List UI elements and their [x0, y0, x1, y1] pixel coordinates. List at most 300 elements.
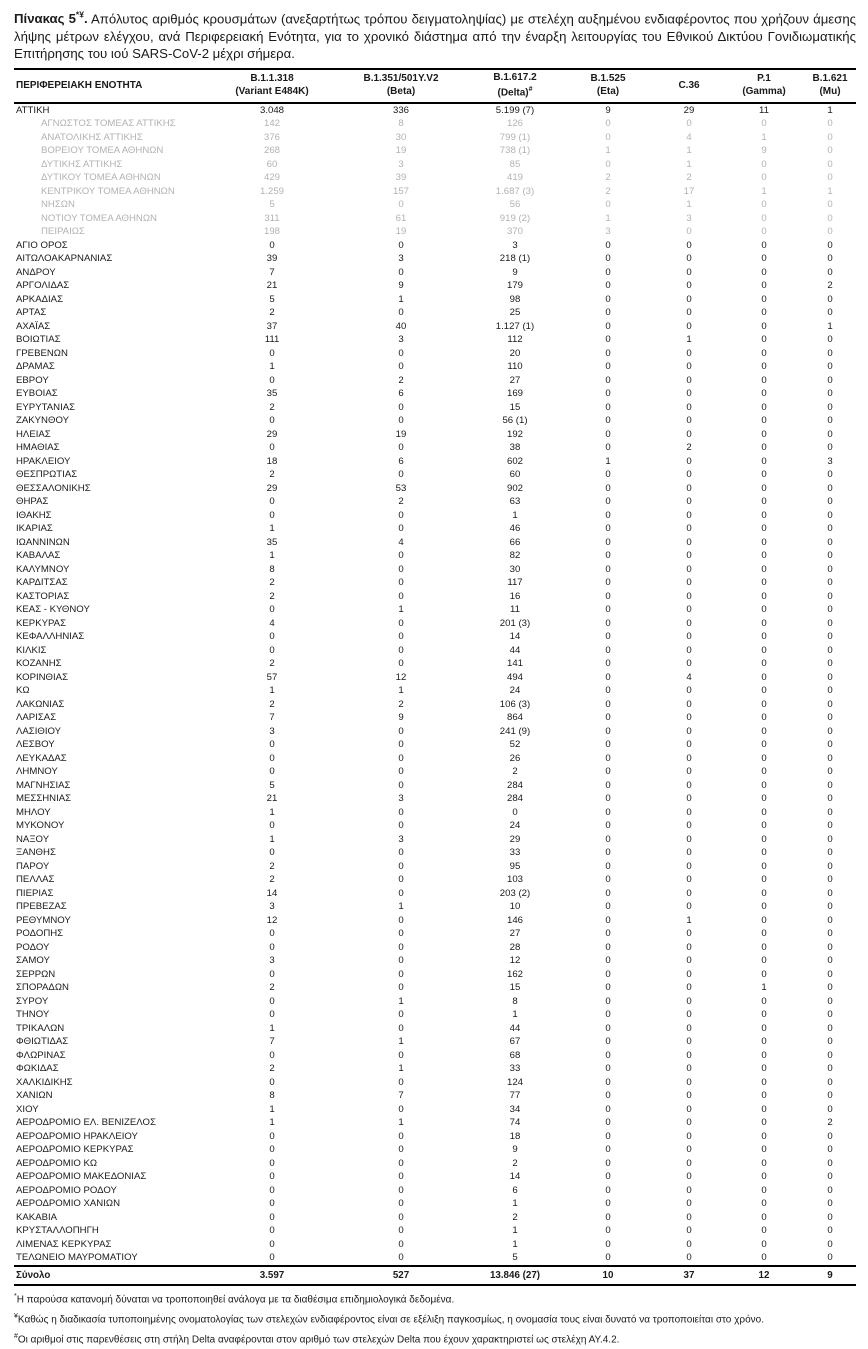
- cell-value: 0: [827, 212, 833, 224]
- cell-value: 0: [827, 428, 833, 440]
- cell-value: 0: [398, 1130, 404, 1142]
- region-name: ΑΕΡΟΔΡΟΜΙΟ ΧΑΝΙΩΝ: [16, 1198, 121, 1210]
- variants-table: [14, 68, 856, 1286]
- table-row: [14, 468, 856, 482]
- cell-value: 5.199 (7): [495, 104, 535, 116]
- cell-value: 11: [759, 104, 769, 116]
- cell-value: 0: [605, 280, 611, 292]
- cell-value: 0: [761, 779, 767, 791]
- cell-value: 0: [686, 388, 692, 400]
- cell-value: 0: [761, 158, 767, 170]
- cell-value: 376: [263, 131, 280, 143]
- cell-value: 0: [686, 550, 692, 562]
- cell-value: 0: [827, 847, 833, 859]
- table-row: [14, 509, 856, 523]
- cell-value: 0: [605, 698, 611, 710]
- cell-value: 0: [605, 793, 611, 805]
- cell-value: 0: [686, 874, 692, 886]
- cell-value: 0: [827, 631, 833, 643]
- cell-value: 0: [269, 1009, 275, 1021]
- table-row: [14, 630, 856, 644]
- cell-value: 0: [605, 1009, 611, 1021]
- cell-value: 14: [509, 1171, 521, 1183]
- cell-value: 6: [398, 388, 404, 400]
- cell-value: 0: [761, 253, 767, 265]
- cell-value: 419: [506, 172, 523, 184]
- table-row: [14, 144, 856, 158]
- cell-value: 112: [507, 334, 523, 346]
- cell-value: 18: [266, 455, 278, 467]
- total-value: 37: [654, 1266, 724, 1285]
- cell-value: 0: [686, 685, 692, 697]
- region-name: ΕΥΒΟΙΑΣ: [16, 388, 58, 400]
- cell-value: 0: [761, 725, 767, 737]
- cell-value: 0: [269, 1252, 275, 1264]
- cell-value: 16: [509, 590, 521, 602]
- cell-value: 0: [761, 226, 767, 238]
- cell-value: 0: [686, 428, 692, 440]
- cell-value: 0: [398, 1144, 404, 1156]
- table-row: [14, 455, 856, 469]
- cell-value: 0: [269, 928, 275, 940]
- cell-value: 61: [395, 212, 407, 224]
- cell-value: 1: [761, 185, 767, 197]
- cell-value: 0: [398, 563, 404, 575]
- table-row: [14, 158, 856, 172]
- table-row: [14, 1116, 856, 1130]
- cell-value: 9: [512, 1144, 518, 1156]
- cell-value: 0: [827, 739, 833, 751]
- cell-value: 0: [398, 415, 404, 427]
- table-row: [14, 873, 856, 887]
- cell-value: 2: [512, 1157, 518, 1169]
- table-row: [14, 1197, 856, 1211]
- cell-value: 0: [761, 199, 767, 211]
- cell-value: 0: [269, 604, 275, 616]
- cell-value: 0: [827, 374, 833, 386]
- region-name: ΣΥΡΟΥ: [16, 995, 49, 1007]
- cell-value: 0: [269, 1144, 275, 1156]
- cell-value: 0: [398, 509, 404, 521]
- cell-value: 0: [398, 577, 404, 589]
- cell-value: 63: [509, 496, 521, 508]
- cell-value: 82: [509, 550, 521, 562]
- region-name: ΦΛΩΡΙΝΑΣ: [16, 1049, 66, 1061]
- cell-value: 0: [605, 1103, 611, 1115]
- table-row: [14, 549, 856, 563]
- cell-value: 0: [686, 860, 692, 872]
- cell-value: 38: [509, 442, 521, 454]
- footnote-symbol: #: [14, 1332, 18, 1340]
- cell-value: 1: [686, 145, 692, 157]
- region-name: ΚΕΑΣ - ΚΥΘΝΟΥ: [16, 604, 90, 616]
- cell-value: 0: [686, 415, 692, 427]
- cell-value: 0: [605, 658, 611, 670]
- column-header-variant: [562, 69, 654, 103]
- region-name: ΚΟΡΙΝΘΙΑΣ: [16, 671, 69, 683]
- cell-value: 35: [266, 536, 278, 548]
- table-row: [14, 1062, 856, 1076]
- cell-value: 0: [827, 617, 833, 629]
- cell-value: 0: [605, 1063, 611, 1075]
- cell-value: 0: [761, 766, 767, 778]
- cell-value: 0: [827, 833, 833, 845]
- cell-value: 0: [761, 820, 767, 832]
- cell-value: 146: [506, 914, 523, 926]
- footnote: ¥Καθώς η διαδικασία τυποποιημένης ονοματολογίας των στελεχών ενδιαφέροντος είναι σε εξέλιξη παγκοσμίως, η ονομασία τους είναι δυνατό να τροποποιείται στο χρόνο.: [14, 1312, 764, 1326]
- cell-value: 0: [605, 1036, 611, 1048]
- cell-value: 0: [269, 847, 275, 859]
- total-label: Σύνολο: [14, 1266, 210, 1285]
- cell-value: 2: [269, 577, 275, 589]
- cell-value: 0: [761, 1009, 767, 1021]
- cell-value: 6: [398, 455, 404, 467]
- cell-value: 0: [761, 307, 767, 319]
- cell-value: 30: [395, 131, 407, 143]
- table-row: [14, 914, 856, 928]
- cell-value: 66: [509, 536, 521, 548]
- cell-value: 0: [827, 226, 833, 238]
- region-name: ΑΕΡΟΔΡΟΜΙΟ ΚΕΡΚΥΡΑΣ: [16, 1144, 134, 1156]
- cell-value: 126: [506, 118, 523, 130]
- cell-value: 0: [398, 1171, 404, 1183]
- cell-value: 902: [506, 482, 523, 494]
- cell-value: 0: [398, 766, 404, 778]
- cell-value: 0: [398, 523, 404, 535]
- cell-value: 0: [761, 712, 767, 724]
- table-row: [14, 252, 856, 266]
- region-name: ΚΑΣΤΟΡΙΑΣ: [16, 590, 70, 602]
- cell-value: 0: [761, 1252, 767, 1264]
- variant-alias-line: (Beta): [386, 85, 416, 97]
- cell-value: 0: [827, 536, 833, 548]
- cell-value: 0: [398, 590, 404, 602]
- cell-value: 142: [263, 118, 280, 130]
- cell-value: 0: [827, 712, 833, 724]
- cell-value: 0: [827, 199, 833, 211]
- cell-value: 0: [686, 293, 692, 305]
- cell-value: 0: [686, 739, 692, 751]
- cell-value: 0: [269, 739, 275, 751]
- region-name: ΜΥΚΟΝΟΥ: [16, 820, 65, 832]
- cell-value: 0: [269, 995, 275, 1007]
- cell-value: 0: [686, 752, 692, 764]
- cell-value: 39: [395, 172, 407, 184]
- cell-value: 0: [827, 860, 833, 872]
- cell-value: 27: [509, 374, 521, 386]
- region-name: ΣΑΜΟΥ: [16, 955, 50, 967]
- cell-value: 0: [827, 982, 833, 994]
- cell-value: 336: [392, 104, 409, 116]
- cell-value: 0: [827, 334, 833, 346]
- table-row: [14, 1238, 856, 1252]
- cell-value: 0: [686, 239, 692, 251]
- cell-value: 0: [686, 941, 692, 953]
- region-name: ΘΗΡΑΣ: [16, 496, 49, 508]
- cell-value: 141: [506, 658, 523, 670]
- cell-value: 0: [827, 523, 833, 535]
- region-name: ΝΗΣΩΝ: [41, 199, 75, 211]
- cell-value: 2: [686, 172, 692, 184]
- table-row: [14, 482, 856, 496]
- variant-name-line: B.1.617.2: [493, 71, 537, 83]
- region-name: ΙΩΑΝΝΙΝΩΝ: [16, 536, 70, 548]
- region-name: ΔΥΤΙΚΗΣ ΑΤΤΙΚΗΣ: [41, 158, 123, 170]
- region-name: ΡΟΔΟΠΗΣ: [16, 928, 64, 940]
- region-name: ΑΕΡΟΔΡΟΜΙΟ ΗΡΑΚΛΕΙΟΥ: [16, 1130, 138, 1142]
- cell-value: 0: [605, 334, 611, 346]
- region-name: ΑΝΔΡΟΥ: [16, 266, 56, 278]
- table-row: [14, 576, 856, 590]
- cell-value: 738 (1): [499, 145, 531, 157]
- cell-value: 0: [398, 1252, 404, 1264]
- cell-value: 1: [398, 1036, 404, 1048]
- cell-value: 0: [761, 496, 767, 508]
- region-name: ΚΟΖΑΝΗΣ: [16, 658, 62, 670]
- cell-value: 95: [509, 860, 521, 872]
- cell-value: 0: [827, 914, 833, 926]
- region-name: ΒΟΙΩΤΙΑΣ: [16, 334, 61, 346]
- cell-value: 284: [506, 793, 523, 805]
- region-name: ΛΑΚΩΝΙΑΣ: [16, 698, 65, 710]
- column-header-variant: [468, 69, 562, 103]
- table-row: [14, 360, 856, 374]
- cell-value: 2: [269, 307, 275, 319]
- table-row: [14, 225, 856, 239]
- region-name: ΣΠΟΡΑΔΩΝ: [16, 982, 69, 994]
- region-name: ΜΑΓΝΗΣΙΑΣ: [16, 779, 71, 791]
- table-row: [14, 198, 856, 212]
- cell-value: 0: [269, 347, 275, 359]
- cell-value: 0: [827, 671, 833, 683]
- cell-value: 0: [605, 860, 611, 872]
- footnote: #Οι αριθμοί στις παρενθέσεις στη στήλη Delta αναφέρονται στον αριθμό των στελεχών Delta που έχουν χαρακτηριστεί ως στελέχη ΑΥ.4.2.: [14, 1332, 620, 1346]
- cell-value: 106 (3): [499, 698, 531, 710]
- cell-value: 0: [761, 118, 767, 130]
- table-row: [14, 347, 856, 361]
- cell-value: 0: [686, 779, 692, 791]
- cell-value: 0: [761, 428, 767, 440]
- cell-value: 1: [269, 361, 275, 373]
- cell-value: 241 (9): [499, 725, 531, 737]
- table-row: [14, 644, 856, 658]
- cell-value: 1: [686, 914, 692, 926]
- cell-value: 19: [395, 145, 407, 157]
- cell-value: 0: [827, 779, 833, 791]
- cell-value: 0: [761, 388, 767, 400]
- region-name: ΗΛΕΙΑΣ: [16, 428, 51, 440]
- cell-value: 0: [605, 361, 611, 373]
- cell-value: 19: [395, 226, 407, 238]
- cell-value: 0: [398, 199, 404, 211]
- region-name: ΤΕΛΩΝΕΙΟ ΜΑΥΡΟΜΑΤΙΟΥ: [16, 1252, 138, 1264]
- table-row: [14, 131, 856, 145]
- variant-name-line: C.36: [678, 79, 700, 91]
- footnote-symbol: ¥: [14, 1312, 18, 1320]
- table-row: [14, 401, 856, 415]
- cell-value: 0: [686, 604, 692, 616]
- cell-value: 2: [269, 658, 275, 670]
- cell-value: 0: [605, 374, 611, 386]
- cell-value: 68: [509, 1049, 521, 1061]
- table-row: [14, 819, 856, 833]
- cell-value: 0: [761, 806, 767, 818]
- cell-value: 0: [605, 1211, 611, 1223]
- region-name: ΚΕΝΤΡΙΚΟΥ ΤΟΜΕΑ ΑΘΗΝΩΝ: [41, 185, 175, 197]
- cell-value: 0: [398, 806, 404, 818]
- cell-value: 0: [686, 563, 692, 575]
- cell-value: 8: [398, 118, 404, 130]
- cell-value: 77: [509, 1090, 521, 1102]
- table-header: [14, 69, 856, 103]
- table-row: [14, 806, 856, 820]
- cell-value: 0: [398, 401, 404, 413]
- cell-value: 0: [398, 1076, 404, 1088]
- cell-value: 7: [269, 266, 275, 278]
- cell-value: 0: [761, 1171, 767, 1183]
- cell-value: 0: [398, 644, 404, 656]
- cell-value: 34: [509, 1103, 521, 1115]
- variant-alias-line: (Mu): [819, 85, 841, 97]
- cell-value: 0: [761, 1184, 767, 1196]
- cell-value: 0: [686, 1090, 692, 1102]
- cell-value: 0: [269, 239, 275, 251]
- cell-value: 0: [686, 995, 692, 1007]
- cell-value: 9: [605, 104, 611, 116]
- cell-value: 0: [827, 1036, 833, 1048]
- region-name: ΘΕΣΣΑΛΟΝΙΚΗΣ: [16, 482, 91, 494]
- cell-value: 5: [269, 293, 275, 305]
- cell-value: 0: [398, 307, 404, 319]
- cell-value: 0: [605, 982, 611, 994]
- cell-value: 1: [269, 685, 275, 697]
- region-name: ΧΑΛΚΙΔΙΚΗΣ: [16, 1076, 73, 1088]
- cell-value: 40: [395, 320, 407, 332]
- cell-value: 0: [761, 995, 767, 1007]
- table-row: [14, 387, 856, 401]
- cell-value: 0: [761, 847, 767, 859]
- cell-value: 0: [686, 928, 692, 940]
- table-row: [14, 185, 856, 199]
- cell-value: 2: [269, 982, 275, 994]
- cell-value: 0: [827, 293, 833, 305]
- cell-value: 0: [686, 1076, 692, 1088]
- cell-value: 0: [605, 550, 611, 562]
- table-row: [14, 752, 856, 766]
- variant-name-line: B.1.351/501Y.V2: [363, 73, 439, 85]
- cell-value: 0: [827, 644, 833, 656]
- cell-value: 2: [398, 496, 404, 508]
- cell-value: 0: [827, 1103, 833, 1115]
- table-row: [14, 1184, 856, 1198]
- region-name: ΛΑΣΙΘΙΟΥ: [16, 725, 62, 737]
- caption-label-dot: .: [83, 11, 88, 27]
- cell-value: 2: [269, 698, 275, 710]
- region-name: ΑΡΓΟΛΙΔΑΣ: [16, 280, 70, 292]
- cell-value: 0: [398, 658, 404, 670]
- cell-value: 0: [605, 253, 611, 265]
- region-name: ΙΚΑΡΙΑΣ: [16, 523, 53, 535]
- cell-value: 60: [509, 469, 521, 481]
- total-value: 10: [562, 1266, 654, 1285]
- region-name: ΜΗΛΟΥ: [16, 806, 51, 818]
- cell-value: 0: [827, 590, 833, 602]
- cell-value: 74: [509, 1117, 521, 1129]
- table-row: [14, 657, 856, 671]
- cell-value: 0: [827, 1157, 833, 1169]
- cell-value: 0: [827, 806, 833, 818]
- cell-value: 0: [827, 469, 833, 481]
- cell-value: 1: [512, 509, 518, 521]
- table-row: [14, 333, 856, 347]
- region-name: ΔΡΑΜΑΣ: [16, 361, 55, 373]
- cell-value: 0: [761, 590, 767, 602]
- cell-value: 0: [686, 955, 692, 967]
- cell-value: 0: [827, 604, 833, 616]
- cell-value: 0: [761, 266, 767, 278]
- cell-value: 0: [269, 1211, 275, 1223]
- table-row: [14, 590, 856, 604]
- cell-value: 0: [761, 901, 767, 913]
- cell-value: 0: [761, 563, 767, 575]
- cell-value: 0: [605, 1144, 611, 1156]
- region-name: ΝΑΞΟΥ: [16, 833, 50, 845]
- table-row: [14, 563, 856, 577]
- cell-value: 1: [398, 604, 404, 616]
- cell-value: 0: [761, 239, 767, 251]
- cell-value: 0: [398, 442, 404, 454]
- cell-value: 0: [686, 482, 692, 494]
- cell-value: 0: [269, 415, 275, 427]
- cell-value: 0: [827, 131, 833, 143]
- cell-value: 5: [512, 1252, 518, 1264]
- cell-value: 24: [509, 820, 521, 832]
- cell-value: 192: [506, 428, 523, 440]
- table-row: [14, 1130, 856, 1144]
- cell-value: 14: [266, 887, 278, 899]
- cell-value: 4: [269, 617, 275, 629]
- cell-value: 0: [605, 874, 611, 886]
- cell-value: 0: [686, 253, 692, 265]
- cell-value: 0: [827, 550, 833, 562]
- cell-value: 0: [398, 752, 404, 764]
- cell-value: 33: [509, 847, 521, 859]
- cell-value: 0: [827, 1049, 833, 1061]
- cell-value: 0: [605, 1198, 611, 1210]
- variant-name-line: B.1.621: [812, 73, 848, 85]
- cell-value: 0: [269, 1049, 275, 1061]
- table-row: [14, 887, 856, 901]
- cell-value: 370: [506, 226, 523, 238]
- cell-value: 0: [605, 1157, 611, 1169]
- cell-value: 1: [686, 199, 692, 211]
- cell-value: 0: [398, 1184, 404, 1196]
- cell-value: 0: [761, 1063, 767, 1075]
- region-name: ΘΕΣΠΡΩΤΙΑΣ: [16, 469, 78, 481]
- cell-value: 24: [509, 685, 521, 697]
- table-row: [14, 860, 856, 874]
- cell-value: 0: [761, 374, 767, 386]
- cell-value: 0: [761, 442, 767, 454]
- table-row: [14, 603, 856, 617]
- cell-value: 0: [605, 239, 611, 251]
- cell-value: 0: [827, 928, 833, 940]
- region-name: ΑΕΡΟΔΡΟΜΙΟ ΜΑΚΕΔΟΝΙΑΣ: [16, 1171, 147, 1183]
- cell-value: 0: [761, 1103, 767, 1115]
- cell-value: 0: [827, 577, 833, 589]
- cell-value: 0: [605, 617, 611, 629]
- cell-value: 203 (2): [499, 887, 531, 899]
